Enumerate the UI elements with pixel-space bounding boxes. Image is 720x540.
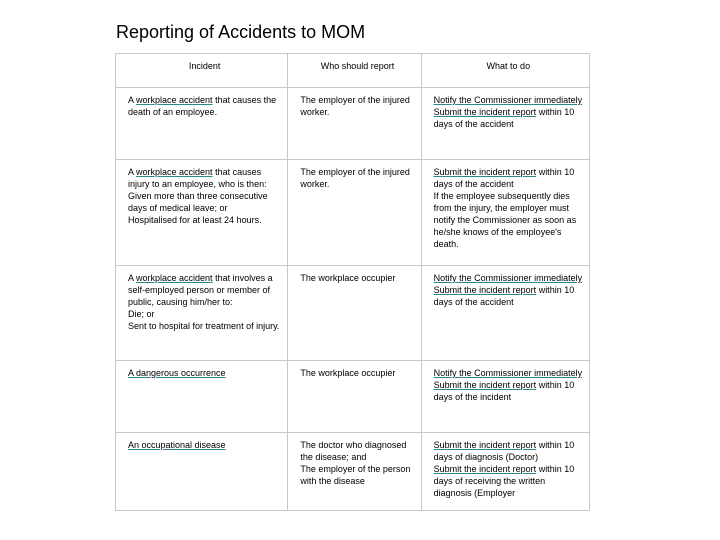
action-link[interactable]: Submit the incident report: [433, 167, 537, 177]
action-item: [434, 94, 583, 106]
table-row: [116, 361, 590, 433]
who-text: The doctor who diagnosed the disease; and: [300, 440, 407, 462]
action-item: [434, 367, 583, 379]
who-should-report-cell: [288, 160, 421, 266]
what-to-do-cell: [421, 160, 589, 266]
incident-link[interactable]: An occupational disease: [128, 440, 226, 450]
action-item: [434, 284, 583, 308]
action-link[interactable]: Notify the Commissioner immediately: [433, 95, 583, 105]
header-incident: Incident: [116, 54, 288, 88]
header-who-should-report: Who should report: [288, 54, 421, 88]
action-link[interactable]: Submit the incident report: [433, 285, 537, 295]
action-link[interactable]: Notify the Commissioner immediately: [433, 273, 583, 283]
action-text: within 10 days of receiving the written diagnosis (Employer: [433, 464, 575, 498]
incident-cell: [116, 160, 288, 266]
who-text: The employer of the injured worker.: [300, 95, 410, 117]
action-link[interactable]: Submit the incident report: [433, 380, 537, 390]
what-to-do-cell: [421, 88, 589, 160]
action-link[interactable]: Submit the incident report: [433, 440, 537, 450]
action-text: within 10 days of the incident: [433, 380, 575, 402]
action-item: [434, 190, 583, 250]
action-text: within 10 days of the accident: [433, 167, 575, 189]
table-row: [116, 88, 590, 160]
action-item: [434, 272, 583, 284]
action-item: [434, 439, 583, 463]
incident-text: Given more than three consecutive days of medical leave; or: [128, 191, 268, 213]
incident-text: Hospitalised for at least 24 hours.: [128, 215, 262, 225]
incident-cell: [116, 266, 288, 361]
incident-text: Die; or: [128, 309, 155, 319]
incident-prefix: A: [128, 95, 137, 105]
who-text: The employer of the person with the disease: [300, 464, 411, 486]
who-text: The workplace occupier: [300, 273, 396, 283]
who-should-report-cell: [288, 361, 421, 433]
incident-text: that involves a self-employed person or member of public, causing him/her to:: [128, 273, 273, 307]
what-to-do-cell: [421, 433, 589, 511]
action-item: [434, 463, 583, 499]
who-should-report-cell: [288, 433, 421, 511]
who-should-report-cell: [288, 266, 421, 361]
action-item: [434, 379, 583, 403]
incident-text: Sent to hospital for treatment of injury.: [128, 321, 280, 331]
page-title: Reporting of Accidents to MOM: [116, 22, 366, 42]
incident-link[interactable]: workplace accident: [136, 273, 213, 283]
incident-link[interactable]: workplace accident: [136, 95, 213, 105]
incident-cell: [116, 361, 288, 433]
what-to-do-cell: [421, 361, 589, 433]
incident-link[interactable]: workplace accident: [136, 167, 213, 177]
table-row: [116, 433, 590, 511]
accident-reporting-table: [115, 53, 590, 511]
incident-text: that causes injury to an employee, who is then:: [128, 167, 267, 189]
who-text: The employer of the injured worker.: [300, 167, 410, 189]
action-item: [434, 166, 583, 190]
incident-prefix: A: [128, 167, 137, 177]
table-row: [116, 266, 590, 361]
what-to-do-cell: [421, 266, 589, 361]
incident-text: that causes the death of an employee.: [128, 95, 277, 117]
action-text: If the employee subsequently dies from the injury, the employer must notify the Commissioner as soon as he/she knows of the employee's death.: [433, 191, 577, 249]
incident-cell: [116, 433, 288, 511]
action-link[interactable]: Submit the incident report: [433, 107, 537, 117]
action-item: [434, 106, 583, 130]
action-text: within 10 days of the accident: [433, 107, 575, 129]
action-link[interactable]: Submit the incident report: [433, 464, 537, 474]
table-header-row: [116, 54, 590, 88]
who-text: The workplace occupier: [300, 368, 396, 378]
incident-cell: [116, 88, 288, 160]
action-text: within 10 days of the accident: [433, 285, 575, 307]
table-row: [116, 160, 590, 266]
who-should-report-cell: [288, 88, 421, 160]
header-what-to-do: What to do: [421, 54, 589, 88]
action-text: within 10 days of diagnosis (Doctor): [433, 440, 575, 462]
incident-link[interactable]: A dangerous occurrence: [128, 368, 226, 378]
action-link[interactable]: Notify the Commissioner immediately: [433, 368, 583, 378]
incident-prefix: A: [128, 273, 137, 283]
